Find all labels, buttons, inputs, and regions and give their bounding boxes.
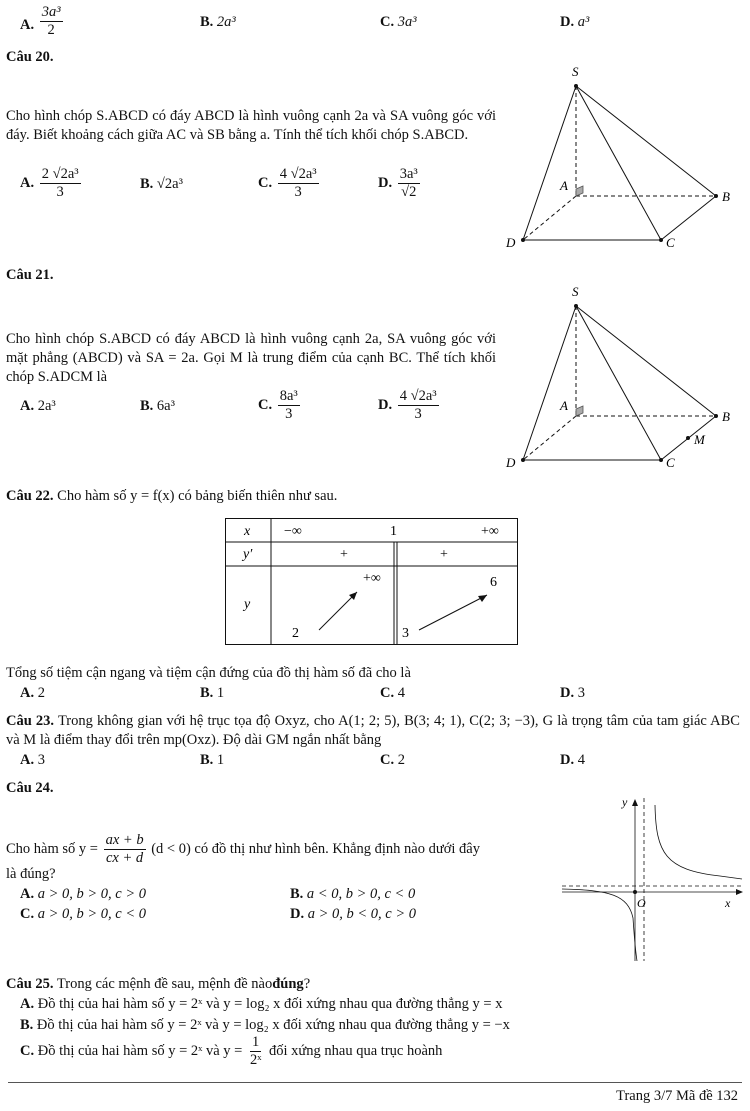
q22-text: Cho hàm số y = f(x) có bảng biến thiên như sau. xyxy=(57,488,338,504)
q23-option-a: A. 3 xyxy=(20,752,45,768)
q22-option-b: B. 1 xyxy=(200,685,225,701)
table-sign-1: + xyxy=(340,547,348,562)
q22-option-d: D. 3 xyxy=(560,685,585,701)
table-value-2: 2 xyxy=(292,626,299,641)
q22-variation-table xyxy=(225,518,519,646)
q21-options xyxy=(20,388,480,432)
table-plus-infinity: +∞ xyxy=(481,524,499,539)
q21-option-d: D. $\frac{\text{4 √2a³}}{3}$ xyxy=(378,388,437,422)
q19-option-a xyxy=(20,4,65,39)
table-x-one: 1 xyxy=(390,524,397,539)
q19-option-d: D. a³ xyxy=(560,14,590,30)
fraction-denominator: 2 xyxy=(47,22,55,38)
q20-options xyxy=(20,166,440,210)
fraction-numerator: 3a³ xyxy=(41,4,61,20)
q24-option-b: B. a < 0, b > 0, c < 0 xyxy=(290,886,416,902)
edge-SC xyxy=(576,86,661,240)
edge-CB xyxy=(661,196,716,240)
graph-x-label: x xyxy=(725,896,731,910)
q19-options xyxy=(20,4,740,44)
table-x-label: x xyxy=(244,524,251,539)
q25-text: Trong các mệnh đề sau, mệnh đề nào xyxy=(56,976,273,992)
q23-option-b: B. 1 xyxy=(200,752,225,768)
q22-option-c: C. 4 xyxy=(380,685,405,701)
q21-option-a: A. 2a³ xyxy=(20,398,56,414)
q21-pyramid-figure xyxy=(500,282,740,478)
label-A: A xyxy=(560,178,568,193)
q23-stem xyxy=(6,712,740,750)
q22-options xyxy=(20,685,720,705)
q20-option-b: B. √2a³ xyxy=(140,176,183,192)
q24-text-line2: là đúng? xyxy=(6,866,56,882)
q21-option-c: C. $\frac{\text{8a³}}{3}$ xyxy=(258,388,298,422)
right-angle-mark xyxy=(576,406,583,416)
q24-option-c: C. a > 0, b > 0, c < 0 xyxy=(20,906,147,922)
q25-bold-word: đúng xyxy=(272,976,304,992)
table-value-3: 3 xyxy=(402,626,409,641)
q22-option-a: A. 2 xyxy=(20,685,45,701)
q24-title: Câu 24. xyxy=(6,780,54,796)
label-S: S xyxy=(572,64,579,79)
q24-option-a: A. a > 0, b > 0, c > 0 xyxy=(20,886,147,902)
q19-option-b: B. 2a³ xyxy=(200,14,236,30)
table-yprime-label: y′ xyxy=(243,547,253,562)
label-D: D xyxy=(506,455,516,470)
label-C: C xyxy=(666,455,675,470)
q23-options xyxy=(20,752,720,772)
q25-title: Câu 25. xyxy=(6,976,54,992)
q25-option-c: C. Đồ thị của hai hàm số y = 2ˣ và y = $\frac{1}{\text{2ˣ}}$ đối xứng nhau qua trục hoành xyxy=(20,1034,443,1068)
q22-text2: Tổng số tiệm cận ngang và tiệm cận đứng của đồ thị hàm số đã cho là xyxy=(6,665,411,681)
q20-option-c: C. $\frac{\text{4 √2a³}}{3}$ xyxy=(258,166,317,200)
label-A: A xyxy=(560,398,568,413)
q23-option-d: D. 4 xyxy=(560,752,585,768)
curve-left-branch xyxy=(562,889,637,961)
q25-stem: Câu 25. Trong các mệnh đề sau, mệnh đề nàođúng? xyxy=(6,976,311,992)
label-B: B xyxy=(722,409,730,424)
q24-graph xyxy=(560,793,745,963)
q20-option-a: A. $\frac{\text{2 √2a³}}{3}$ xyxy=(20,166,79,200)
q22-title: Câu 22. xyxy=(6,488,54,504)
curve-right-branch xyxy=(655,805,742,879)
label-D: D xyxy=(506,235,516,250)
q23-title: Câu 23. xyxy=(6,713,55,729)
q24-options xyxy=(20,886,560,926)
table-value-6: 6 xyxy=(490,575,497,590)
page-footer: Trang 3/7 Mã đề 132 xyxy=(616,1088,738,1104)
q22-stem xyxy=(6,488,337,505)
q24-text: Cho hàm số y = $\frac{ax + b}{cx + d}$ (d < 0) có đồ thị như hình bên. Khẳng định nào dưới đây xyxy=(6,832,480,866)
table-value-plus-inf: +∞ xyxy=(363,571,381,586)
q23-text: Trong không gian với hệ trục tọa độ Oxyz, cho A(1; 2; 5), B(3; 4; 1), C(2; 3; −3), G là trọng tâm của tam giác ABC và M là điểm thay đổi trên mp(Oxz). Độ dài GM ngắn nhất bằng xyxy=(6,713,740,748)
q19-option-c: C. 3a³ xyxy=(380,14,417,30)
right-angle-mark xyxy=(576,186,583,196)
table-minus-infinity: −∞ xyxy=(284,524,302,539)
q25-option-a: A. Đồ thị của hai hàm số y = 2ˣ và y = log₂ x đối xứng nhau qua đường thẳng y = x xyxy=(20,996,503,1012)
label-S: S xyxy=(572,284,579,299)
label-B: B xyxy=(722,189,730,204)
q20-title: Câu 20. xyxy=(6,49,54,65)
footer-rule xyxy=(8,1082,742,1083)
q21-text: Cho hình chóp S.ABCD có đáy ABCD là hình vuông cạnh 2a, SA vuông góc với mặt phẳng (ABCD) và SA = 2a. Gọi M là trung điểm của cạnh BC. Thể tích khối chóp S.ADCM là xyxy=(6,331,496,385)
edge-SD xyxy=(523,86,576,240)
q20-pyramid-figure xyxy=(500,62,740,258)
option-letter: A. xyxy=(20,16,35,33)
q24-option-d: D. a > 0, b < 0, c > 0 xyxy=(290,906,417,922)
label-M: M xyxy=(694,432,705,447)
table-y-label: y xyxy=(244,597,251,612)
edge-SB xyxy=(576,86,716,196)
label-C: C xyxy=(666,235,675,250)
table-sign-2: + xyxy=(440,547,448,562)
graph-y-label: y xyxy=(622,795,628,809)
q25-option-b: B. Đồ thị của hai hàm số y = 2ˣ và y = log₂ x đối xứng nhau qua đường thẳng y = −x xyxy=(20,1017,510,1033)
q21-option-b: B. 6a³ xyxy=(140,398,175,414)
q20-option-d: D. $\frac{\text{3a³}}{√2}$ xyxy=(378,166,418,200)
q20-text: Cho hình chóp S.ABCD có đáy ABCD là hình vuông cạnh 2a và SA vuông góc với đáy. Biết khoảng cách giữa AC và SB bằng a. Tính thể tích khối chóp S.ABCD. xyxy=(6,108,496,143)
graph-origin-label: O xyxy=(637,896,646,910)
q23-option-c: C. 2 xyxy=(380,752,405,768)
q21-title: Câu 21. xyxy=(6,267,54,283)
